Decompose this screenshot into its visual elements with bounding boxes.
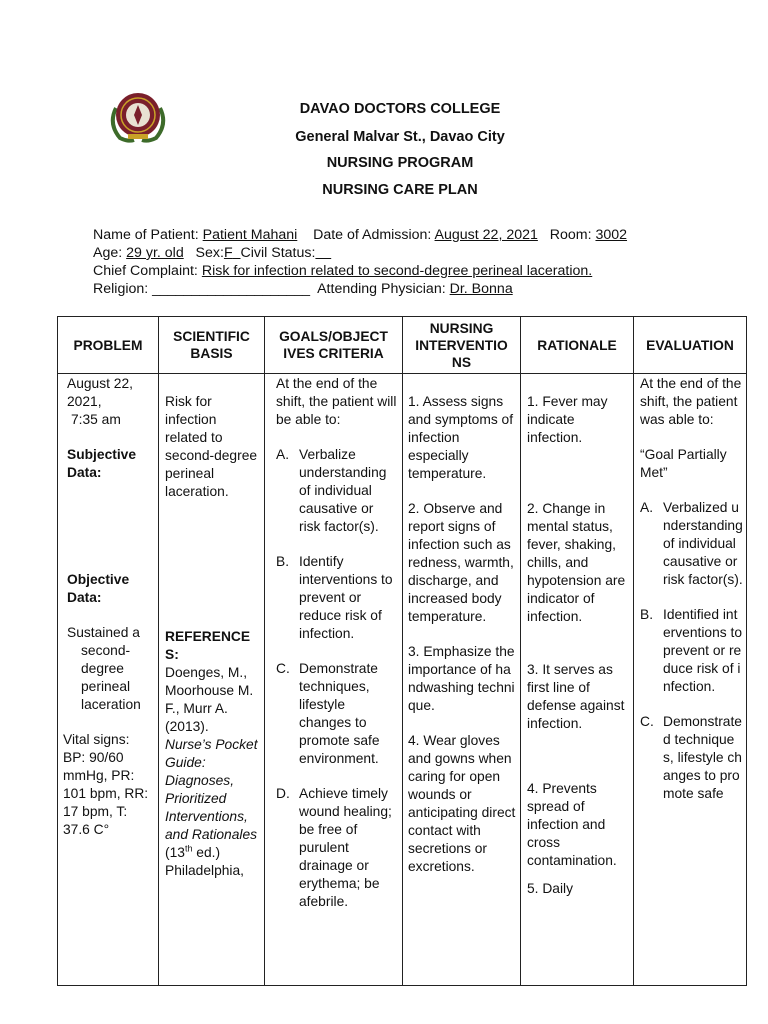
age-label: Age: xyxy=(93,245,123,261)
goal-item-c: C. Demonstrate techniques, lifestyle changes to promote safe environment. xyxy=(276,661,380,766)
rationale-3: 3. It serves as first line of defense against infection. xyxy=(527,662,625,731)
references-label: REFERENCES: xyxy=(165,629,251,662)
goals-intro: At the end of the shift, the patient will be able to: xyxy=(276,376,397,427)
table-header-row xyxy=(58,317,747,374)
care-plan-table xyxy=(57,316,747,986)
religion-label: Religion: xyxy=(93,281,149,297)
header-interventions: NURSING INTERVENTIO NS xyxy=(403,317,521,374)
rationale-4: 4. Prevents spread of infection and cross contamination. xyxy=(527,781,617,868)
patient-info-line-1 xyxy=(93,227,627,243)
goal-item-d: D. Achieve timely wound healing; be free of purulent drainage or erythema; be afebrile. xyxy=(276,786,392,909)
college-address: General Malvar St., Davao City xyxy=(295,129,505,145)
scientific-basis-text: Risk for infection related to second-degree perineal laceration. xyxy=(165,394,258,499)
document-title: NURSING CARE PLAN xyxy=(322,182,478,198)
patient-name: Patient Mahani xyxy=(202,227,298,243)
objective-label: Objective Data: xyxy=(67,572,130,605)
chief-complaint-label: Chief Complaint: xyxy=(93,263,198,279)
interventions-cell xyxy=(403,374,521,986)
room-label: Room: xyxy=(549,227,592,243)
goal-item-b: B. Identify interventions to prevent or reduce risk of infection. xyxy=(276,554,393,641)
evaluation-item-a: A. Verbalized understanding of individual causative or risk factor(s). xyxy=(640,500,743,587)
attending-physician: Dr. Bonna xyxy=(449,281,513,297)
evaluation-item-c: C. Demonstrated techniques, lifestyle changes to promote safe xyxy=(640,714,742,801)
subjective-label: Subjective Data: xyxy=(67,447,137,480)
header-problem: PROBLEM xyxy=(58,317,159,374)
table-row xyxy=(58,374,747,986)
room-number: 3002 xyxy=(595,227,628,243)
reference-authors: Doenges, M., Moorhouse M. F., Murr A. (2013). xyxy=(165,665,254,734)
civil-status-value xyxy=(315,245,331,261)
problem-time: 7:35 am xyxy=(71,412,121,427)
header-rationale: RATIONALE xyxy=(521,317,634,374)
objective-sustained: Sustained a second-degree perineal laceration xyxy=(67,625,141,712)
sex-label: Sex: xyxy=(195,245,224,261)
evaluation-intro: At the end of the shift, the patient was able to: xyxy=(640,376,742,427)
admission-date-label: Date of Admission: xyxy=(313,227,432,243)
college-name: DAVAO DOCTORS COLLEGE xyxy=(299,101,501,117)
header-scientific-basis: SCIENTIFIC BASIS xyxy=(159,317,265,374)
chief-complaint: Risk for infection related to second-degree perineal laceration. xyxy=(201,263,593,279)
vital-signs: Vital signs: BP: 90/60 mmHg, PR: 101 bpm, RR: 17 bpm, T: 37.6 C° xyxy=(63,732,149,837)
patient-sex: F xyxy=(223,245,233,261)
patient-name-label: Name of Patient: xyxy=(93,227,199,243)
admission-date: August 22, 2021 xyxy=(434,227,538,243)
rationale-cell xyxy=(521,374,634,986)
religion-blank: ____________________ xyxy=(152,281,310,297)
intervention-3: 3. Emphasize the importance of handwashing technique. xyxy=(408,644,515,713)
intervention-2: 2. Observe and report signs of infection such as redness, warmth, discharge, and increased body temperature. xyxy=(408,501,514,624)
goal-item-a: A. Verbalize understanding of individual causative or risk factor(s). xyxy=(276,447,387,534)
physician-label: Attending Physician: xyxy=(317,281,446,297)
header-evaluation: EVALUATION xyxy=(634,317,747,374)
patient-age: 29 yr. old xyxy=(126,245,184,261)
evaluation-cell xyxy=(634,374,747,986)
reference-edition: (13th ed.) xyxy=(165,843,221,860)
rationale-2: 2. Change in mental status, fever, shaking, chills, and hypotension are indicator of infection. xyxy=(527,501,626,624)
evaluation-status: “Goal Partially Met” xyxy=(640,447,727,480)
patient-info-line-4 xyxy=(93,281,513,297)
goals-cell xyxy=(265,374,403,986)
evaluation-item-b: B. Identified interventions to prevent or reduce risk of infection. xyxy=(640,607,742,694)
problem-date: August 22, 2021, xyxy=(67,376,133,409)
rationale-5: 5. Daily xyxy=(527,881,574,896)
scientific-basis-cell xyxy=(159,374,265,986)
civil-status-label: Civil Status: xyxy=(240,245,316,261)
rationale-1: 1. Fever may indicate infection. xyxy=(527,394,608,445)
college-seal-logo xyxy=(106,88,170,144)
reference-city: Philadelphia, xyxy=(165,863,245,878)
problem-cell xyxy=(58,374,159,986)
intervention-4: 4. Wear gloves and gowns when caring for open wounds or anticipating direct contact with secretions or excretions. xyxy=(408,733,516,874)
header-goals: GOALS/OBJECT IVES CRITERIA xyxy=(265,317,403,374)
patient-info-line-2 xyxy=(93,245,331,261)
patient-info-line-3 xyxy=(93,263,592,279)
reference-title: Nurse’s Pocket Guide: Diagnoses, Prioritized Interventions, and Rationales xyxy=(165,737,258,842)
intervention-1: 1. Assess signs and symptoms of infection especially temperature. xyxy=(408,394,514,481)
program-name: NURSING PROGRAM xyxy=(326,155,474,171)
